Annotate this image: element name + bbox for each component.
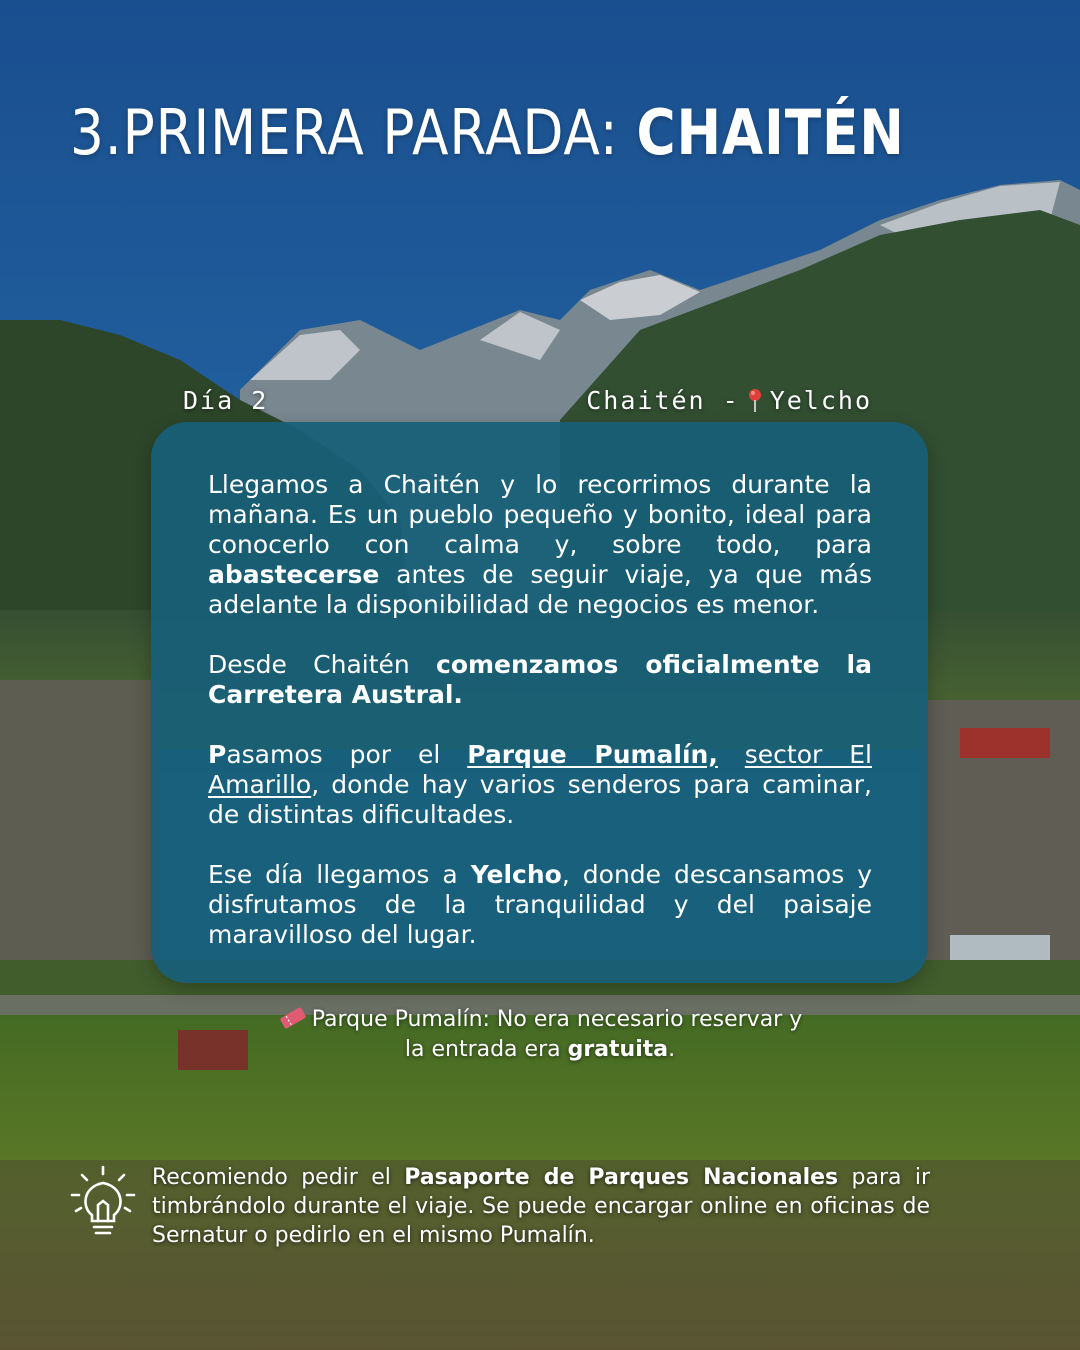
route-to: Yelcho	[769, 386, 872, 415]
note-line-1-text: Parque Pumalín: No era necesario reservar y	[311, 1007, 803, 1032]
paragraph-4	[208, 860, 872, 950]
tip-box	[68, 1163, 930, 1250]
p4-after: , donde descansamos y disfrutamos de la tranquilidad y del paisaje maravilloso del lugar.	[208, 860, 872, 949]
tip-before: Recomiendo pedir el	[152, 1165, 391, 1190]
p2-bold: comenzamos oficialmente la Carretera Austral.	[208, 650, 872, 709]
p3-initial: P	[208, 740, 227, 769]
pumalin-note	[240, 1005, 840, 1065]
title-number: 3.	[70, 96, 123, 169]
p4-bold: Yelcho	[470, 860, 562, 889]
page-title	[70, 96, 905, 169]
title-light: PRIMERA PARADA:	[122, 96, 619, 169]
tip-text	[152, 1163, 930, 1250]
note-line-2	[240, 1035, 840, 1065]
note-line-2-text: la entrada era	[404, 1037, 561, 1062]
map-pin-icon	[746, 388, 764, 414]
parque-pumalin-link[interactable]: Parque Pumalín,	[467, 740, 718, 769]
ticket-icon	[278, 1007, 308, 1029]
info-card	[151, 422, 928, 983]
note-line-2-bold: gratuita	[567, 1037, 669, 1062]
p1-bold: abastecerse	[208, 560, 380, 589]
lightbulb-icon	[68, 1163, 138, 1243]
note-line-2-end: .	[668, 1037, 676, 1062]
title-bold: CHAITÉN	[636, 96, 905, 169]
p1-text: Llegamos a Chaitén y lo recorrimos durante la mañana. Es un pueblo pequeño y bonito, ideal para conocerlo con calma y, sobre todo, para	[208, 470, 872, 559]
card-body	[208, 470, 872, 980]
p4-text: Ese día llegamos a	[208, 860, 458, 889]
route-from: Chaitén -	[586, 386, 740, 415]
route-label	[586, 386, 872, 415]
paragraph-2	[208, 650, 872, 710]
note-line-1	[240, 1005, 840, 1035]
p2-text: Desde Chaitén	[208, 650, 410, 679]
paragraph-3	[208, 740, 872, 830]
p1-after: antes de seguir viaje, ya que más adelante la disponibilidad de negocios es menor.	[208, 560, 872, 619]
paragraph-1	[208, 470, 872, 620]
p3-after: , donde hay varios senderos para caminar, de distintas dificultades.	[208, 770, 872, 829]
day-label: Día 2	[183, 386, 269, 415]
p3-text: asamos por el	[226, 740, 441, 769]
el-amarillo-link[interactable]: sector El Amarillo	[208, 740, 872, 799]
tip-after: para ir timbrándolo durante el viaje. Se puede encargar online en oficinas de Sernatur o pedirlo en el mismo Pumalín.	[152, 1165, 931, 1248]
tip-bold: Pasaporte de Parques Nacionales	[404, 1165, 839, 1190]
